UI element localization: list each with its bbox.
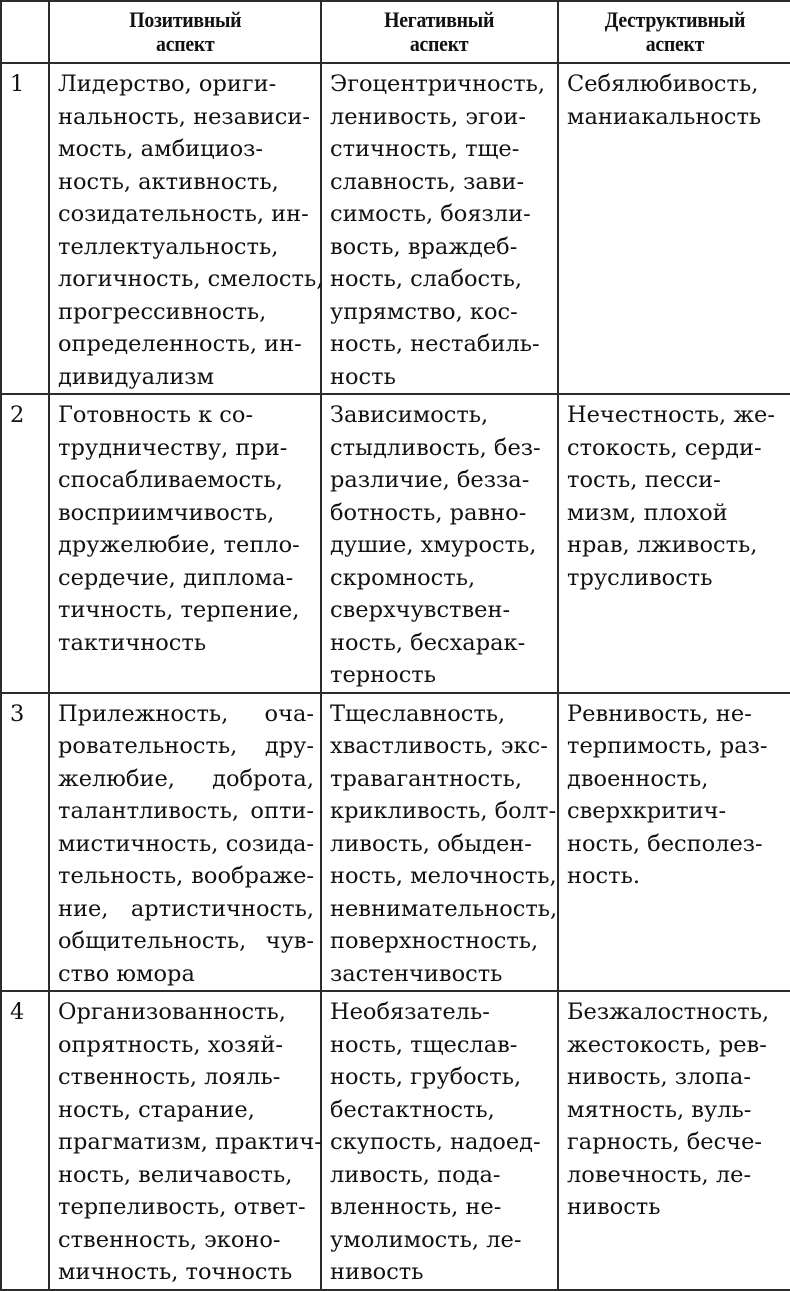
cell-text-line: мизм, плохой bbox=[567, 499, 728, 526]
cell-text-line: терпимость, раз- bbox=[567, 733, 768, 759]
row-number: 4 bbox=[1, 991, 49, 1290]
header-destructive bbox=[558, 1, 790, 63]
cell-text-line: тактичность bbox=[58, 629, 207, 656]
cell-text-line: ность, нестабиль- bbox=[330, 331, 540, 357]
destructive-cell bbox=[558, 693, 790, 992]
cell-text-line: мичность, точность bbox=[58, 1259, 293, 1285]
cell-text-line: общительность, чув- bbox=[58, 928, 314, 954]
cell-text-line: ность, старание, bbox=[58, 1096, 255, 1123]
cell-text-line: тость, песси- bbox=[567, 467, 721, 493]
cell-text-line: Ревнивость, не- bbox=[567, 700, 752, 727]
cell-text-line: крикливость, болт- bbox=[330, 798, 557, 824]
cell-text-line: нивость bbox=[330, 1259, 424, 1285]
cell-text-line: ность. bbox=[567, 863, 640, 889]
positive-cell bbox=[49, 63, 324, 394]
positive-cell bbox=[49, 693, 321, 992]
negative-cell bbox=[321, 693, 558, 992]
cell-text-line: трудничеству, при- bbox=[58, 434, 288, 461]
cell-text-line: ловечность, ле- bbox=[567, 1161, 752, 1188]
cell-text-line: ботность, равно- bbox=[330, 499, 527, 526]
negative-cell bbox=[321, 394, 558, 693]
cell-text-line: ность, активность, bbox=[58, 168, 279, 195]
cell-text-line: хвастливость, экс- bbox=[330, 733, 548, 759]
table-row bbox=[1, 991, 790, 1290]
cell-text-line: гарность, бесче- bbox=[567, 1129, 763, 1155]
cell-text-line: Тщеславность, bbox=[330, 700, 506, 727]
cell-text-line: стыдливость, без- bbox=[330, 434, 541, 461]
cell-text-line: спосабливаемость, bbox=[58, 467, 283, 493]
cell-text-line: стокость, серди- bbox=[567, 434, 762, 461]
cell-text-line: Прилежность, оча- bbox=[58, 700, 314, 727]
cell-text-line: теллектуальность, bbox=[58, 233, 279, 260]
cell-text-line: Безжалостность, bbox=[567, 999, 770, 1025]
row-number: 3 bbox=[1, 693, 49, 992]
cell-text-line: скромность, bbox=[330, 564, 476, 591]
header-positive bbox=[49, 1, 321, 63]
cell-text-line: Нечестность, же- bbox=[567, 402, 775, 428]
cell-text-line: ственность, лояль- bbox=[58, 1064, 281, 1090]
row-number: 2 bbox=[1, 394, 49, 693]
cell-text-line: терность bbox=[330, 662, 437, 688]
table-row bbox=[1, 394, 790, 693]
cell-text-line: Готовность к со- bbox=[58, 402, 254, 428]
cell-text-line: вленность, не- bbox=[330, 1194, 502, 1220]
destructive-cell bbox=[558, 63, 790, 394]
cell-text-line: ровательность, дру- bbox=[58, 733, 314, 759]
cell-text-line: дружелюбие, тепло- bbox=[58, 532, 300, 558]
header-destructive-line: аспект bbox=[645, 31, 704, 56]
cell-text-line: жестокость, рев- bbox=[567, 1031, 767, 1058]
cell-text-line: ность, мелочность, bbox=[330, 863, 557, 889]
cell-text-line: невнимательность, bbox=[330, 895, 558, 922]
table-row bbox=[1, 63, 790, 394]
cell-text-line: тельность, воображе- bbox=[58, 863, 314, 889]
cell-text-line: травагантность, bbox=[330, 765, 522, 792]
header-negative-line: аспект bbox=[410, 31, 469, 56]
cell-text-line: созидательность, ин- bbox=[58, 201, 309, 227]
cell-text-line: дивидуализм bbox=[58, 363, 215, 390]
cell-text-line: умолимость, ле- bbox=[330, 1226, 522, 1253]
cell-text-line: Организованность, bbox=[58, 999, 286, 1025]
cell-text-line: нивость, злопа- bbox=[567, 1064, 751, 1090]
cell-text-line: определенность, ин- bbox=[58, 331, 302, 357]
cell-text-line: Эгоцентричность, bbox=[330, 71, 546, 97]
cell-text-line: ливость, пода- bbox=[330, 1161, 501, 1188]
cell-text-line: ность, тщеслав- bbox=[330, 1031, 518, 1058]
header-destructive-line: Деструктивный bbox=[604, 7, 745, 32]
cell-text-line: ность, бесхарак- bbox=[330, 629, 526, 656]
cell-text-line: ливость, обыден- bbox=[330, 830, 532, 857]
cell-text-line: логичность, смелость, bbox=[58, 266, 324, 292]
cell-text-line: талантливость, опти- bbox=[58, 798, 314, 824]
cell-text-line: восприимчивость, bbox=[58, 499, 275, 526]
cell-text-line: упрямство, кос- bbox=[330, 298, 518, 325]
header-number bbox=[1, 1, 49, 63]
positive-cell bbox=[49, 394, 321, 693]
cell-text-line: душие, хмурость, bbox=[330, 532, 537, 558]
table-body bbox=[1, 63, 790, 1290]
cell-text-line: ность, грубость, bbox=[330, 1064, 522, 1090]
cell-text-line: прагматизм, практич- bbox=[58, 1129, 322, 1155]
cell-text-line: сердечие, диплома- bbox=[58, 564, 294, 591]
cell-text-line: ленивость, эгои- bbox=[330, 103, 526, 130]
cell-text-line: застенчивость bbox=[330, 960, 503, 987]
cell-text-line: различие, безза- bbox=[330, 467, 530, 493]
table-row bbox=[1, 693, 790, 992]
cell-text-line: ность, бесполез- bbox=[567, 830, 763, 857]
row-number: 1 bbox=[1, 63, 49, 394]
destructive-cell bbox=[558, 394, 790, 693]
cell-text-line: Зависимость, bbox=[330, 402, 489, 428]
negative-cell bbox=[321, 63, 558, 394]
header-positive-line: Позитивный bbox=[128, 7, 242, 32]
header-positive-line: аспект bbox=[155, 31, 215, 56]
cell-text-line: ность, слабость, bbox=[330, 266, 522, 292]
cell-text-line: двоенность, bbox=[567, 765, 709, 792]
cell-text-line: бестактность, bbox=[330, 1096, 495, 1123]
header-negative-line: Негативный bbox=[384, 7, 495, 32]
cell-text-line: мятность, вуль- bbox=[567, 1096, 752, 1123]
cell-text-line: поверхностность, bbox=[330, 928, 539, 954]
cell-text-line: Себялюбивость, bbox=[567, 71, 759, 97]
cell-text-line: вость, враждеб- bbox=[330, 233, 518, 260]
negative-cell bbox=[321, 991, 558, 1290]
cell-text-line: опрятность, хозяй- bbox=[58, 1031, 284, 1058]
cell-text-line: ние, артистичность, bbox=[58, 895, 314, 922]
cell-text-line: сверхчувствен- bbox=[330, 597, 511, 623]
cell-text-line: нивость bbox=[567, 1194, 661, 1220]
header-negative bbox=[321, 1, 558, 63]
cell-text-line: сверхкритич- bbox=[567, 798, 727, 824]
cell-text-line: мистичность, созида- bbox=[58, 830, 314, 857]
cell-text-line: ность bbox=[330, 363, 396, 390]
cell-text-line: стичность, тще- bbox=[330, 136, 520, 162]
cell-text-line: мость, амбициоз- bbox=[58, 136, 263, 162]
cell-text-line: скупость, надоед- bbox=[330, 1129, 541, 1155]
cell-text-line: нрав, лживость, bbox=[567, 532, 758, 558]
table-header bbox=[1, 1, 790, 63]
cell-text-line: маниакальность bbox=[567, 103, 762, 130]
cell-text-line: Лидерство, ориги- bbox=[58, 71, 277, 97]
cell-text-line: ственность, эконо- bbox=[58, 1226, 281, 1253]
cell-text-line: славность, зави- bbox=[330, 168, 525, 195]
cell-text-line: ность, величавость, bbox=[58, 1161, 293, 1188]
cell-text-line: терпеливость, ответ- bbox=[58, 1194, 306, 1220]
cell-text-line: желюбие, доброта, bbox=[58, 765, 314, 792]
cell-text-line: нальность, независи- bbox=[58, 103, 310, 130]
destructive-cell bbox=[558, 991, 790, 1290]
positive-cell bbox=[49, 991, 321, 1290]
cell-text-line: ство юмора bbox=[58, 960, 195, 987]
cell-text-line: прогрессивность, bbox=[58, 298, 267, 325]
cell-text-line: тичность, терпение, bbox=[58, 597, 300, 623]
cell-text-line: Необязатель- bbox=[330, 999, 490, 1025]
header-row bbox=[1, 1, 790, 63]
cell-text-line: симость, боязли- bbox=[330, 201, 531, 227]
cell-text-line: трусливость bbox=[567, 564, 713, 591]
